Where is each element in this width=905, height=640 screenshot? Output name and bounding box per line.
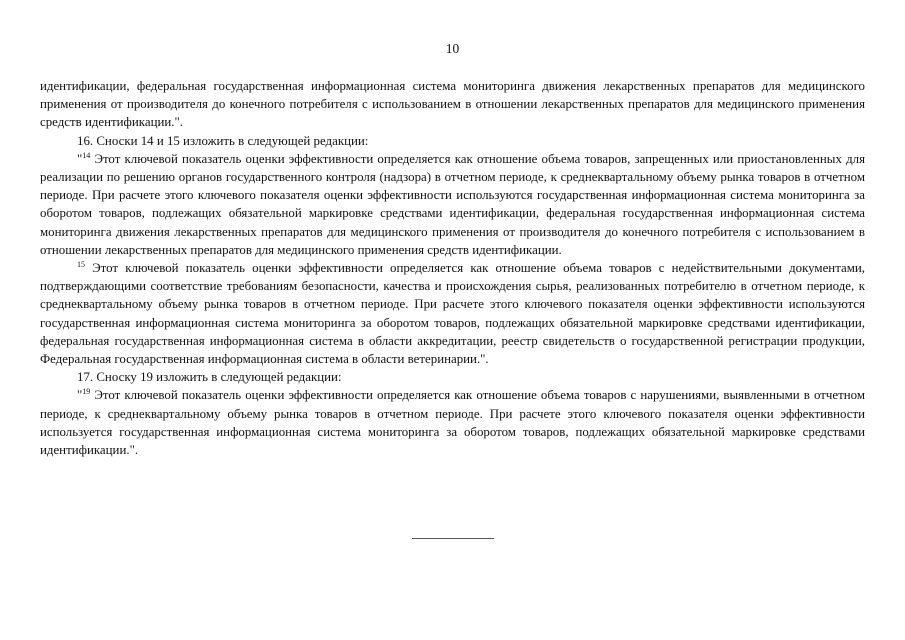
paragraph-continuation: идентификации, федеральная государственная информационная система мониторинга движения лекарственных препаратов для медицинского применения от производителя до конечного потребителя с использованием в отношении лекарственных препаратов для медицинского применения средств идентификации.". <box>40 79 865 130</box>
footnote-19 <box>40 386 865 459</box>
footnote-14-text: Этот ключевой показатель оценки эффективности определяется как отношение объема товаров, запрещенных или приостановленных для реализации по решению органов государственного контроля (надзора) в отчетном периоде, к среднеквартальному объему рынка товаров в отчетном периоде. При расчете этого ключевого показателя оценки эффективности используются государственная информационная система мониторинга за оборотом товаров, подлежащих обязательной маркировке средствами идентификации, федеральная государственная информационная система мониторинга движения лекарственных препаратов для медицинского применения от производителя до конечного потребителя с использованием в отношении лекарственных препаратов для медицинского применения средств идентификации. <box>40 151 865 257</box>
paragraph-item-17: 17. Сноску 19 изложить в следующей редакции: <box>77 370 342 385</box>
open-quote: " <box>77 151 83 166</box>
open-quote: " <box>77 388 83 403</box>
footnote-marker-19: 19 <box>82 387 91 397</box>
footnote-14 <box>40 150 865 259</box>
footnote-marker-15: 15 <box>77 260 85 270</box>
footnote-15 <box>40 259 865 368</box>
footnote-19-text: Этот ключевой показатель оценки эффективности определяется как отношение объема товаров с нарушениями, выявленными в отчетном периоде, к среднеквартальному объему рынка товаров в отчетном периоде. При расчете этого ключевого показателя оценки эффективности используется государственная информационная система мониторинга за оборотом товаров, подлежащих обязательной маркировке средствами идентификации.". <box>40 388 865 458</box>
footnote-15-text: Этот ключевой показатель оценки эффективности определяется как отношение объема товаров с недействительными документами, подтверждающими соответствие требованиям безопасности, качества и происхождения сырья, реализованных потребителю в отчетном периоде, к среднеквартальному объему рынка товаров в отчетном периоде. При расчете этого ключевого показателя оценки эффективности используются государственная информационная система мониторинга за оборотом товаров, подлежащих обязательной маркировке средствами идентификации, федеральная государственная информационная система в области аккредитации, реестр свидетельств о государственной регистрации продукции, Федеральная государственная информационная система в области ветеринарии.". <box>40 261 865 367</box>
document-body <box>40 77 865 459</box>
page-number: 10 <box>445 41 460 56</box>
end-divider <box>412 538 494 539</box>
footnote-marker-14: 14 <box>82 150 91 160</box>
paragraph-item-16: 16. Сноски 14 и 15 изложить в следующей редакции: <box>77 133 369 148</box>
